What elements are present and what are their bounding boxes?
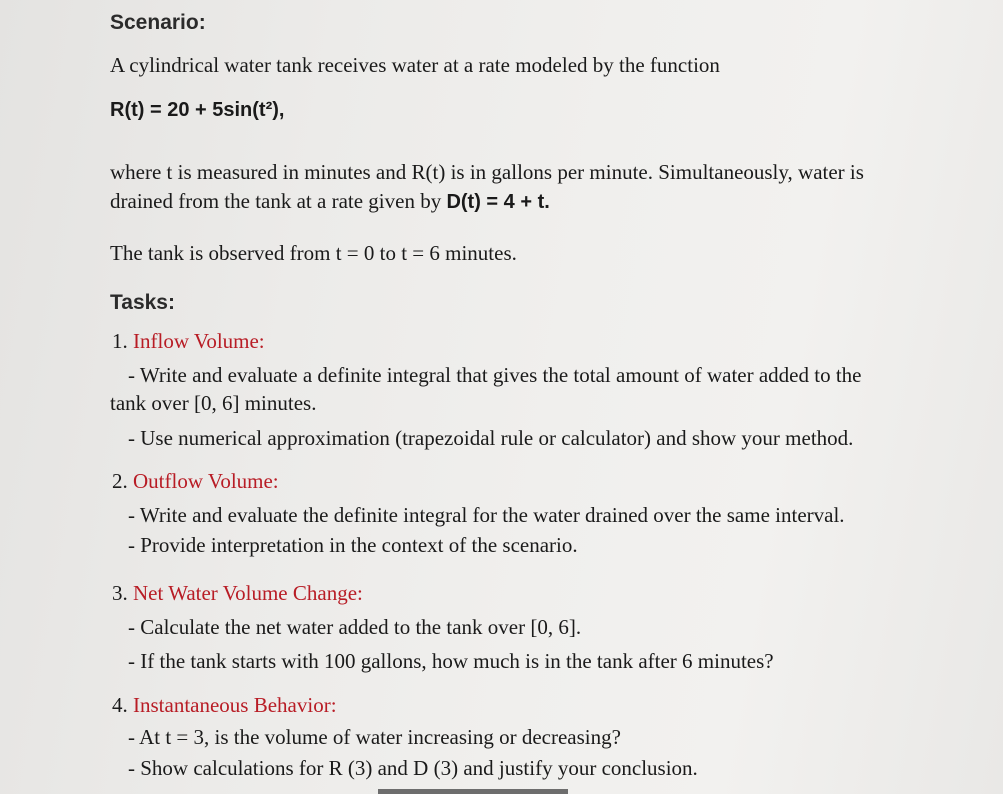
task-1-line-2: tank over [0, 6] minutes. [110, 391, 317, 415]
task-4-title: Instantaneous Behavior: [133, 693, 337, 717]
task-2-line-1: - Write and evaluate the definite integral for the water drained over the same interval. [128, 503, 845, 527]
task-1-header [112, 328, 265, 354]
task-4-header [112, 692, 337, 718]
task-3-number: 3. [112, 581, 128, 605]
task-2-number: 2. [112, 469, 128, 493]
task-3-header [112, 580, 363, 606]
scenario-paragraph-text: drained from the tank at a rate given by [110, 189, 447, 213]
scenario-paragraph-line-1: where t is measured in minutes and R(t) is in gallons per minute. Simultaneously, water is [110, 160, 864, 184]
tasks-heading: Tasks: [110, 291, 175, 314]
scenario-intro: A cylindrical water tank receives water at a rate modeled by the function [110, 53, 720, 77]
task-2-title: Outflow Volume: [133, 469, 279, 493]
task-4-number: 4. [112, 693, 128, 717]
task-4-line-1: - At t = 3, is the volume of water increasing or decreasing? [128, 725, 621, 749]
inflow-rate-formula: R(t) = 20 + 5sin(t²), [110, 99, 285, 121]
task-1-number: 1. [112, 329, 128, 353]
task-3-line-2: - If the tank starts with 100 gallons, how much is in the tank after 6 minutes? [128, 649, 774, 673]
bottom-edge-bar [378, 789, 568, 794]
scenario-heading: Scenario: [110, 11, 206, 34]
observation-interval: The tank is observed from t = 0 to t = 6 minutes. [110, 241, 517, 265]
task-4-line-2: - Show calculations for R (3) and D (3) and justify your conclusion. [128, 756, 698, 780]
task-1-title: Inflow Volume: [133, 329, 265, 353]
task-2-header [112, 468, 279, 494]
task-2-line-2: - Provide interpretation in the context of the scenario. [128, 533, 578, 557]
task-1-line-3: - Use numerical approximation (trapezoidal rule or calculator) and show your method. [128, 426, 854, 450]
task-3-line-1: - Calculate the net water added to the tank over [0, 6]. [128, 615, 582, 639]
scenario-paragraph-line-2 [110, 188, 550, 215]
task-1-line-1: - Write and evaluate a definite integral that gives the total amount of water added to the [128, 363, 862, 387]
task-3-title: Net Water Volume Change: [133, 581, 363, 605]
outflow-rate-formula: D(t) = 4 + t. [446, 191, 550, 213]
